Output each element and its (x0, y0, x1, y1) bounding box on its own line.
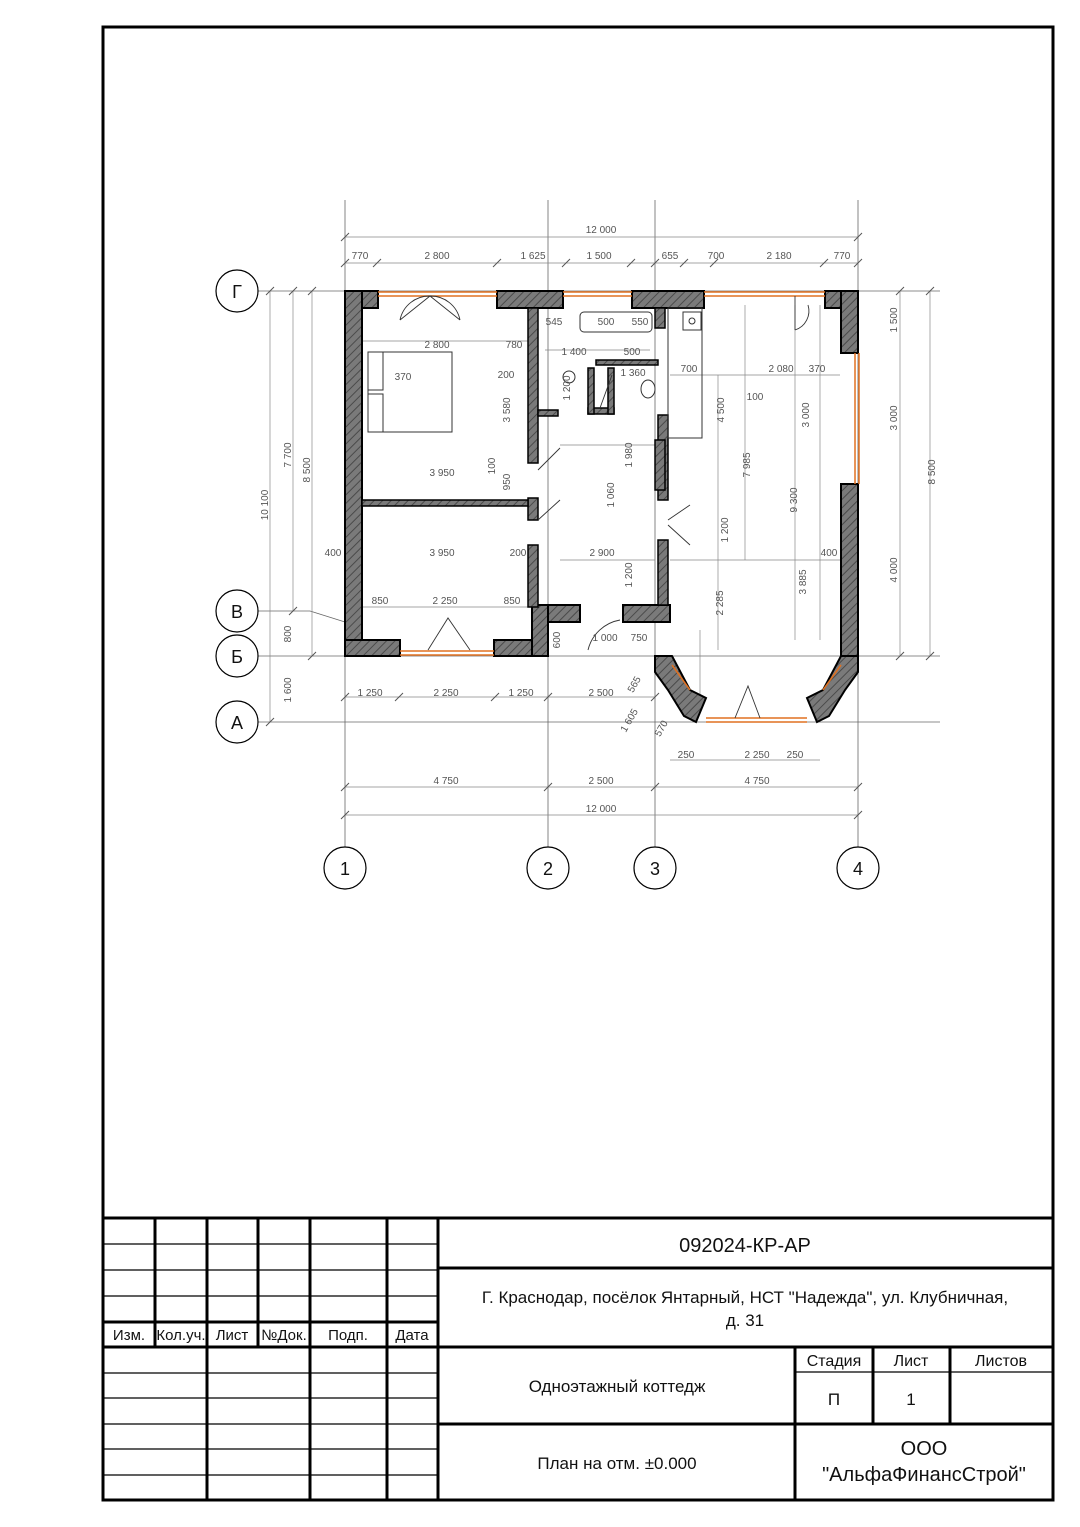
axis-marker-col (527, 847, 569, 889)
dim-label: 10 100 (260, 489, 271, 521)
dim-label: 12 000 (585, 804, 617, 815)
dim-label: 770 (351, 251, 369, 262)
axis-label: В (230, 602, 244, 622)
dim-label: 3 950 (429, 548, 455, 559)
dims-top (352, 225, 851, 262)
axis-label: Г (232, 282, 242, 302)
axis-marker-row (216, 270, 258, 312)
dim-label: 2 500 (588, 688, 614, 699)
dim-label: 500 (623, 347, 641, 358)
dim-label: 600 (552, 631, 563, 649)
dim-label: 770 (833, 251, 851, 262)
dim-label: 12 000 (585, 225, 617, 236)
dim-label: 700 (680, 364, 698, 375)
axis-markers (216, 270, 879, 889)
dim-label: 1 200 (562, 375, 573, 401)
dim-label: 950 (502, 473, 513, 491)
dim-label: 500 (597, 317, 615, 328)
dim-label: 8 500 (302, 457, 313, 483)
dim-label: 3 950 (429, 468, 455, 479)
dim-label: 2 900 (589, 548, 615, 559)
dim-label: 2 180 (766, 251, 792, 262)
company-line-2: "АльфаФинансСтрой" (822, 1464, 1026, 1486)
dim-label: 100 (746, 392, 764, 403)
dims-bottom (357, 688, 803, 815)
dim-label: 850 (371, 596, 389, 607)
dim-label: 2 250 (744, 750, 770, 761)
bed (368, 352, 452, 432)
axis-label: 1 (339, 859, 351, 879)
dim-label: 655 (661, 251, 679, 262)
stage-label: Стадия (806, 1353, 862, 1370)
address-line-2: д. 31 (725, 1311, 765, 1330)
dim-label: 750 (630, 633, 648, 644)
dims-inner (372, 317, 838, 739)
dim-label: 1 360 (620, 368, 646, 379)
dim-label: 2 080 (768, 364, 794, 375)
dim-label: 9 300 (789, 487, 800, 513)
toilet (641, 380, 655, 398)
dim-label: 545 (545, 317, 563, 328)
dim-label: 4 750 (433, 776, 459, 787)
col-header-izm: Изм. (112, 1327, 146, 1344)
address-line-1: Г. Краснодар, посёлок Янтарный, НСТ "Надежда", ул. Клубничная, (481, 1288, 1009, 1307)
object-name: Одноэтажный коттедж (528, 1377, 706, 1396)
axis-marker-row (216, 590, 258, 632)
dim-label: 1 000 (592, 633, 618, 644)
dim-label: 200 (509, 548, 527, 559)
axis-marker-col (324, 847, 366, 889)
dim-label: 4 750 (744, 776, 770, 787)
dim-label: 2 800 (424, 340, 450, 351)
dims-left (260, 442, 342, 702)
dim-label: 1 625 (520, 251, 546, 262)
dim-label: 1 250 (508, 688, 534, 699)
dim-label: 3 000 (801, 402, 812, 428)
axis-label: А (230, 713, 244, 733)
col-header-data: Дата (395, 1327, 429, 1344)
dim-label: 565 (625, 674, 644, 695)
axis-label: 4 (852, 859, 864, 879)
title-block (103, 1218, 1053, 1500)
dim-label: 1 250 (357, 688, 383, 699)
dim-label: 1 500 (586, 251, 612, 262)
dim-label: 2 800 (424, 251, 450, 262)
col-header-podp: Подп. (328, 1327, 368, 1344)
dim-label: 700 (707, 251, 725, 262)
sheet-frame (103, 27, 1053, 1500)
dim-label: 100 (487, 457, 498, 475)
dim-label: 800 (283, 625, 294, 643)
dim-label: 2 285 (715, 590, 726, 616)
dim-label: 400 (324, 548, 342, 559)
dim-label: 200 (497, 370, 515, 381)
sheet-name: План на отм. ±0.000 (537, 1454, 697, 1473)
col-header-doc: №Док. (261, 1327, 307, 1344)
axis-marker-row (216, 701, 258, 743)
dim-label: 2 250 (433, 688, 459, 699)
dim-label: 1 600 (283, 677, 294, 703)
axis-label: 3 (649, 859, 661, 879)
dim-label: 4 000 (889, 557, 900, 583)
dim-label: 3 580 (502, 397, 513, 423)
dim-label: 3 885 (798, 569, 809, 595)
dim-label: 3 000 (889, 405, 900, 431)
col-header-kol: Кол.уч. (156, 1327, 206, 1344)
dim-label: 250 (786, 750, 804, 761)
axis-marker-col (837, 847, 879, 889)
interior-walls (362, 308, 668, 607)
dim-label: 400 (820, 548, 838, 559)
dim-label: 850 (503, 596, 521, 607)
dim-label: 1 200 (624, 562, 635, 588)
sheet-label: Лист (893, 1353, 929, 1370)
dims-right (889, 307, 938, 582)
windows (378, 292, 859, 722)
dim-label: 1 400 (561, 347, 587, 358)
dim-label: 4 500 (716, 397, 727, 423)
dim-label: 550 (631, 317, 649, 328)
axis-marker-row (216, 635, 258, 677)
dim-label: 250 (677, 750, 695, 761)
dim-label: 1 500 (889, 307, 900, 333)
axis-marker-col (634, 847, 676, 889)
floor-plan (216, 200, 940, 889)
dim-label: 7 985 (742, 452, 753, 478)
dim-label: 7 700 (283, 442, 294, 468)
axis-label: 2 (542, 859, 554, 879)
doc-code: 092024-КР-АР (679, 1235, 811, 1257)
dim-label: 1 060 (606, 482, 617, 508)
dim-label: 1 200 (720, 517, 731, 543)
dim-label: 2 250 (432, 596, 458, 607)
sheets-label: Листов (975, 1353, 1027, 1370)
axis-label: Б (231, 647, 243, 667)
col-header-list: Лист (215, 1327, 249, 1344)
dim-label: 1 605 (618, 707, 641, 735)
dim-label: 370 (394, 372, 412, 383)
dim-label: 780 (505, 340, 523, 351)
dim-label: 2 500 (588, 776, 614, 787)
sheet-value: 1 (906, 1390, 916, 1409)
dim-label: 570 (652, 718, 671, 739)
stage-value: П (827, 1390, 841, 1409)
dim-label: 1 980 (624, 442, 635, 468)
company-line-1: ООО (900, 1438, 948, 1460)
dim-label: 8 500 (927, 459, 938, 485)
dim-label: 370 (808, 364, 826, 375)
